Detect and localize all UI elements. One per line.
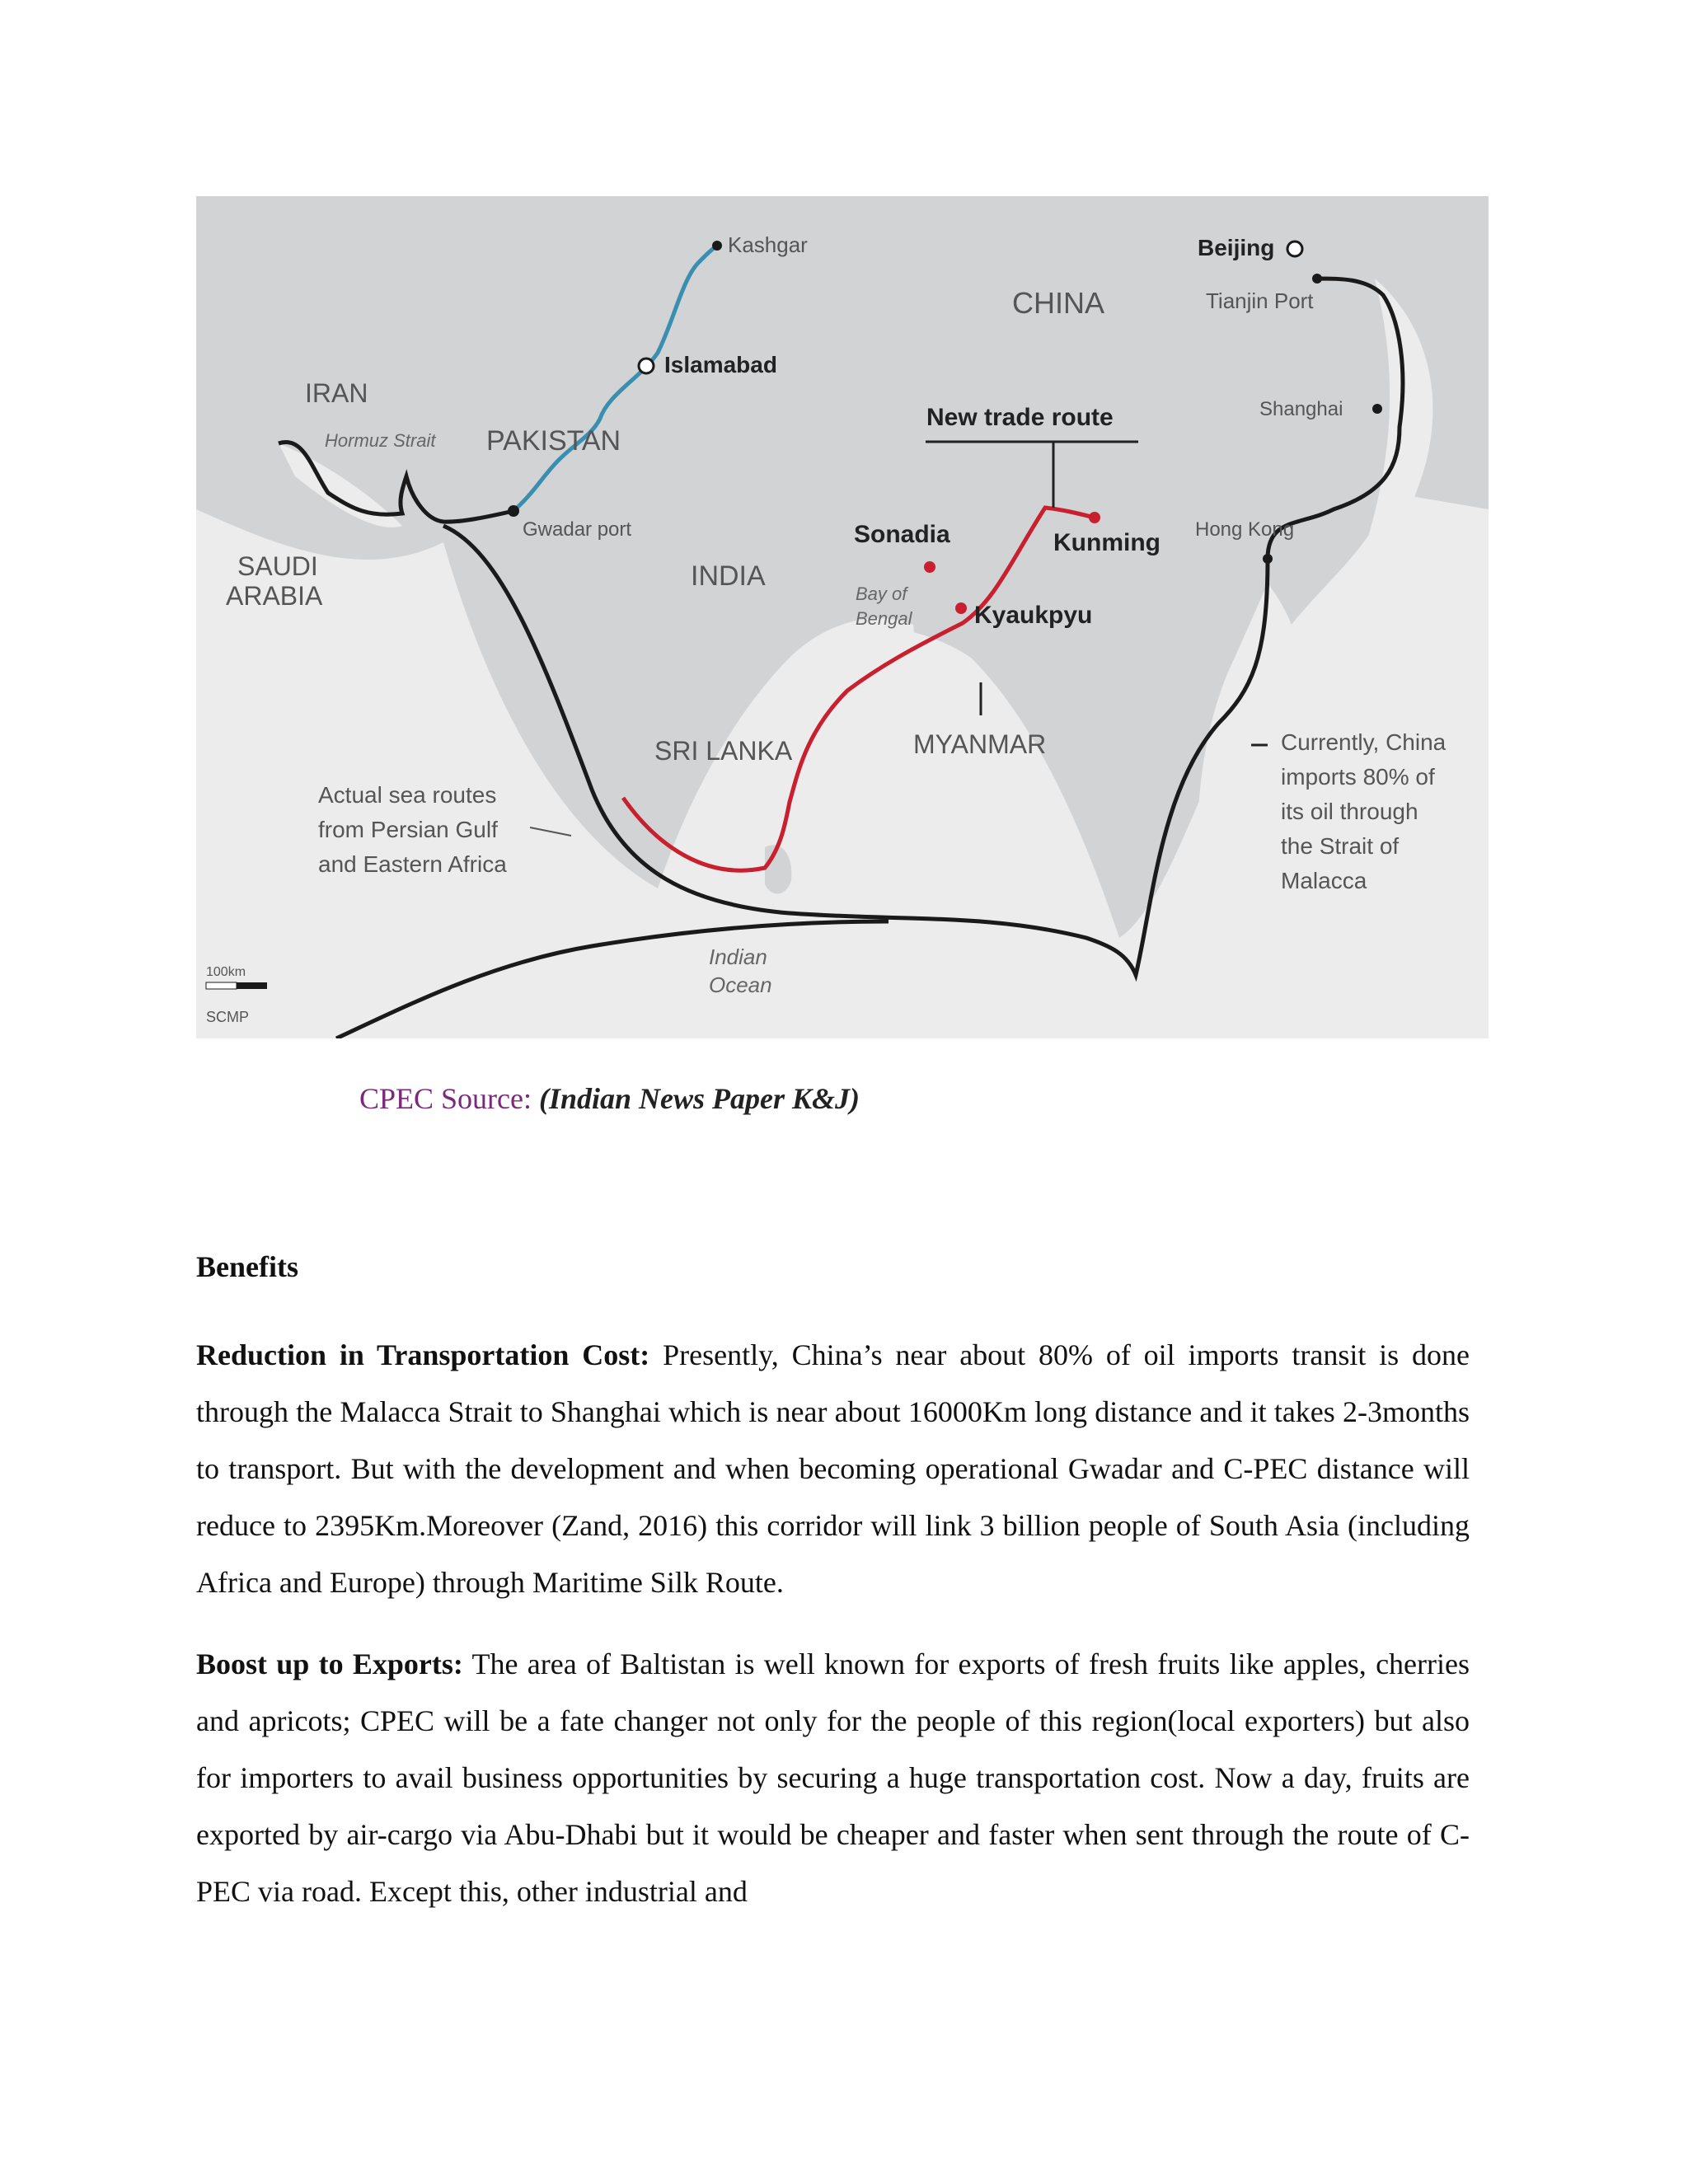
kyaukpyu-label: Kyaukpyu [974, 602, 1093, 629]
kunming-marker [1089, 512, 1100, 523]
sri-lanka-label: SRI LANKA [654, 736, 793, 766]
gwadar-label: Gwadar port [523, 518, 632, 541]
map-credit: SCMP [206, 1009, 250, 1025]
caption-source: (Indian News Paper K&J) [539, 1082, 860, 1115]
paragraph-body: The area of Baltistan is well known for exports of fresh fruits like apples, cherries and apricots; CPEC will be a fate changer not only for the people of this region(local exporters) but also for importers to avail business opportunities by securing a huge transportation cost. Now a day, fruits are exported by air-cargo via Abu-Dhabi but it would be cheaper and faster when sent through the route of C-PEC via road. Except this, other industrial and [196, 1647, 1470, 1908]
hong-kong-marker [1263, 554, 1273, 564]
kashgar-marker [712, 241, 722, 251]
indian-ocean-line-1: Indian [709, 944, 767, 969]
tianjin-label: Tianjin Port [1206, 288, 1314, 313]
malacca-note-line-1: Currently, China [1281, 729, 1447, 755]
islamabad-marker [639, 359, 654, 373]
paragraph-lead: Reduction in Transportation Cost: [196, 1338, 650, 1371]
map-svg [196, 196, 1489, 1038]
paragraph-lead: Boost up to Exports: [196, 1647, 463, 1680]
tianjin-marker [1312, 274, 1322, 284]
paragraph-exports [196, 1636, 1470, 1920]
iran-label: IRAN [305, 378, 368, 408]
sea-routes-note-line-1: Actual sea routes [318, 782, 497, 808]
section-heading: Benefits [196, 1250, 298, 1283]
paragraph-body: Presently, China’s near about 80% of oil imports transit is done through the Malacca Strait to Shanghai which is near about 16000Km long distance and it takes 2-3months to transport. But with the development and when becoming operational Gwadar and C-PEC distance will reduce to 2395Km.Moreover (Zand, 2016) this corridor will link 3 billion people of South Asia (including Africa and Europe) through Maritime Silk Route. [196, 1338, 1470, 1599]
malacca-note-line-4: the Strait of [1281, 833, 1400, 859]
kashgar-label: Kashgar [728, 232, 808, 257]
kunming-label: Kunming [1053, 529, 1160, 556]
china-label: CHINA [1012, 286, 1105, 320]
malacca-note-line-5: Malacca [1281, 868, 1367, 893]
hong-kong-label: Hong Kong [1195, 518, 1295, 541]
paragraph-transport-cost [196, 1327, 1470, 1611]
beijing-label: Beijing [1198, 235, 1275, 260]
pakistan-label: PAKISTAN [486, 425, 621, 457]
malacca-note-line-2: imports 80% of [1281, 764, 1435, 790]
myanmar-label: MYANMAR [913, 729, 1047, 759]
sonadia-label: Sonadia [854, 521, 950, 548]
sea-routes-note-line-2: from Persian Gulf [318, 817, 498, 842]
figure-caption [359, 1081, 860, 1116]
gwadar-marker [508, 505, 519, 517]
shanghai-marker [1372, 404, 1382, 414]
sea-routes-note-line-3: and Eastern Africa [318, 851, 507, 877]
indian-ocean-line-2: Ocean [709, 972, 772, 997]
beijing-marker [1287, 241, 1302, 256]
saudi-label-line-1: SAUDI [237, 551, 318, 581]
hormuz-label: Hormuz Strait [325, 430, 436, 451]
cpec-route-line [513, 246, 717, 511]
new-route-label: New trade route [926, 404, 1114, 431]
kyaukpyu-marker [955, 602, 967, 614]
bay-of-bengal-line-2: Bengal [856, 608, 912, 629]
islamabad-label: Islamabad [664, 352, 777, 377]
shanghai-label: Shanghai [1259, 398, 1343, 420]
cpec-route-map [196, 196, 1489, 1038]
scale-label: 100km [206, 965, 246, 979]
saudi-label-line-2: ARABIA [226, 581, 323, 611]
malacca-note-line-3: its oil through [1281, 799, 1418, 824]
scale-bar-half [206, 982, 237, 989]
india-label: INDIA [691, 560, 766, 592]
sonadia-marker [924, 561, 935, 573]
caption-label: CPEC Source: [359, 1082, 540, 1115]
bay-of-bengal-line-1: Bay of [856, 583, 907, 604]
